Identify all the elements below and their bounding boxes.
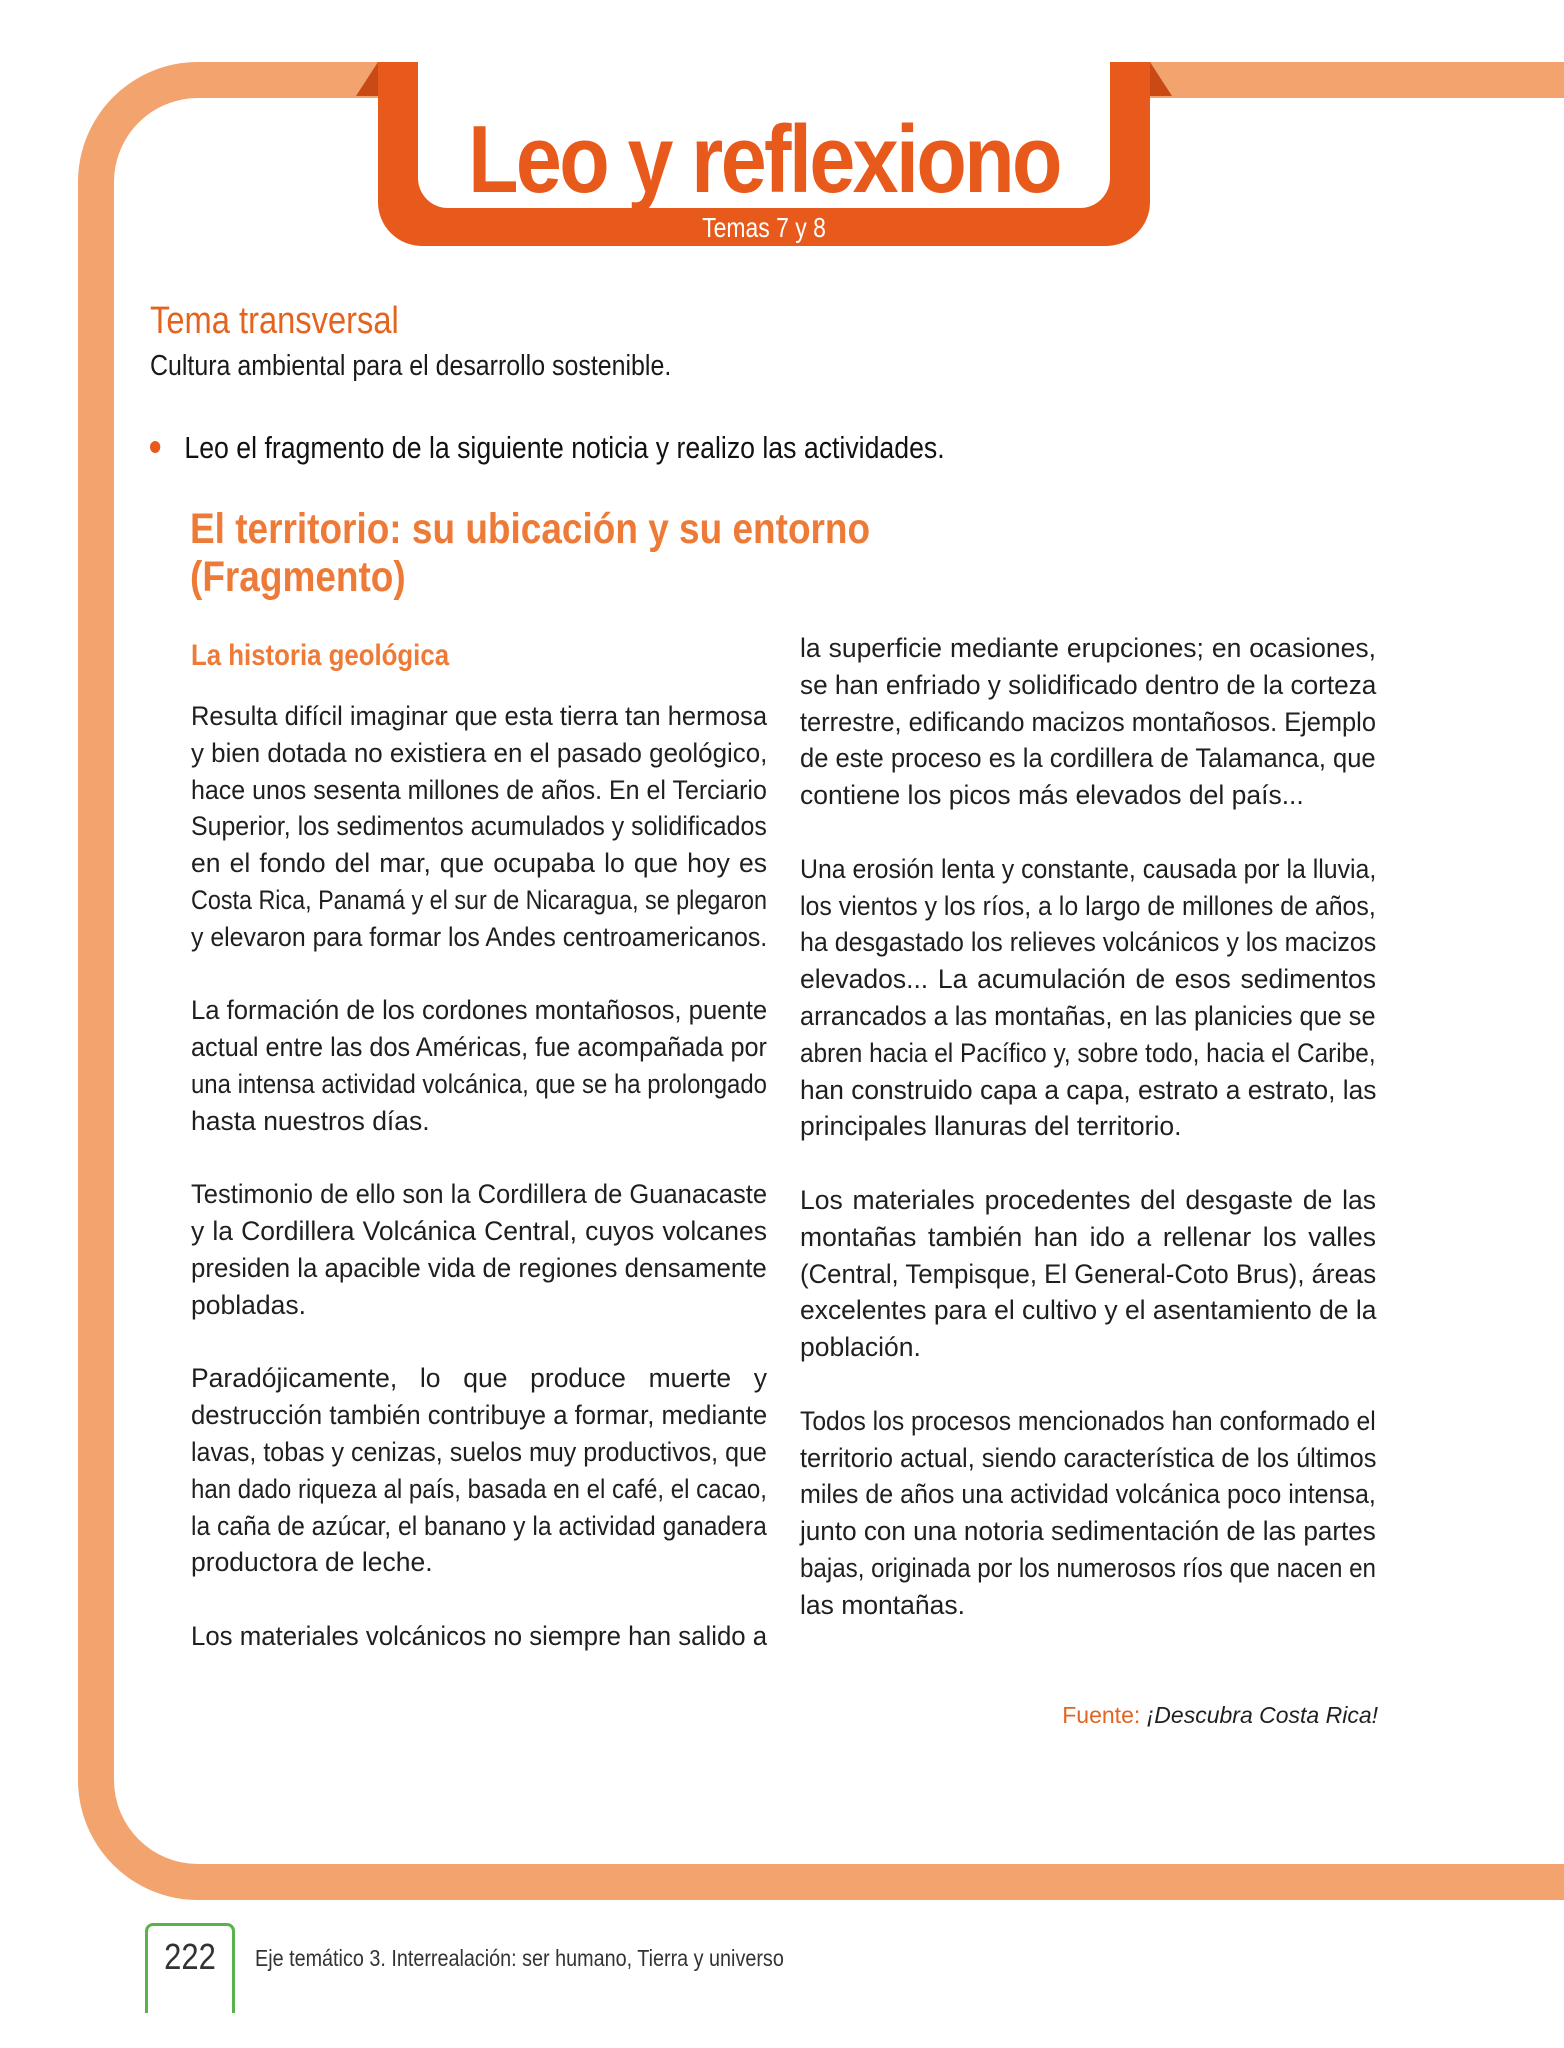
- title-tab: [378, 62, 1150, 246]
- instruction-text: Leo el fragmento de la siguiente noticia y realizo las actividades.: [184, 430, 945, 465]
- article-column-right: [800, 630, 1376, 1660]
- text-line: la superficie mediante erupciones; en ocasiones,: [800, 633, 1376, 663]
- text-line: arrancados a las montañas, en las planicies que se: [800, 1000, 1376, 1031]
- page-number-box: [145, 1923, 235, 2013]
- text-line: Todos los procesos mencionados han conformado el: [800, 1405, 1376, 1436]
- text-line: hasta nuestros días.: [191, 1105, 430, 1136]
- text-line: y bien dotada no existiera en el pasado geológico,: [191, 737, 768, 768]
- text-line: hace unos sesenta millones de años. En el Terciario: [191, 774, 767, 805]
- paragraph: [191, 698, 767, 956]
- text-line: los vientos y los ríos, a lo largo de millones de años,: [800, 890, 1376, 921]
- text-line: Una erosión lenta y constante, causada por la lluvia,: [800, 853, 1377, 884]
- paragraph: [191, 992, 767, 1139]
- text-line: Resulta difícil imaginar que esta tierra tan hermosa: [191, 701, 768, 731]
- text-line: han dado riqueza al país, basada en el café, el cacao,: [191, 1473, 767, 1504]
- source-citation: [1062, 1702, 1378, 1729]
- text-line: ha desgastado los relieves volcánicos y los macizos: [800, 927, 1377, 958]
- text-line: se han enfriado y solidificado dentro de la corteza: [800, 669, 1377, 700]
- paragraph: [800, 1182, 1376, 1366]
- text-line: lavas, tobas y cenizas, suelos muy productivos, que: [191, 1436, 767, 1467]
- text-line: Los materiales procedentes del desgaste de las: [800, 1184, 1376, 1215]
- text-line: productora de leche.: [191, 1547, 433, 1578]
- article-title-line-1: El territorio: su ubicación y su entorno: [190, 505, 871, 553]
- text-line: en el fondo del mar, que ocupaba lo que hoy es: [191, 848, 767, 879]
- section-heading: La historia geológica: [191, 639, 450, 672]
- paragraph: [191, 1176, 767, 1323]
- instruction: [150, 430, 945, 466]
- text-line: población.: [800, 1332, 921, 1363]
- text-line: Los materiales volcánicos no siempre han salido a: [191, 1620, 768, 1651]
- text-line: principales llanuras del territorio.: [800, 1111, 1182, 1142]
- text-line: miles de años una actividad volcánica poco intensa,: [800, 1479, 1376, 1510]
- text-line: terrestre, edificando macizos montañosos. Ejemplo: [800, 706, 1376, 737]
- text-line: pobladas.: [191, 1289, 306, 1320]
- source-label: Fuente:: [1062, 1702, 1141, 1728]
- text-line: Costa Rica, Panamá y el sur de Nicaragua, se plegaron: [191, 884, 768, 915]
- text-line: de este proceso es la cordillera de Talamanca, que: [800, 743, 1376, 774]
- text-line: destrucción también contribuye a formar, mediante: [191, 1400, 768, 1431]
- text-line: presiden la apacible vida de regiones densamente: [191, 1252, 767, 1283]
- text-line: bajas, originada por los numerosos ríos que nacen en: [800, 1552, 1376, 1583]
- text-line: territorio actual, siendo característica de los últimos: [800, 1442, 1377, 1473]
- text-line: Superior, los sedimentos acumulados y solidificados: [191, 811, 767, 842]
- article-title-line-2: (Fragmento): [190, 553, 406, 601]
- paragraph: [800, 851, 1376, 1145]
- page-title: Leo y reflexiono: [468, 106, 1060, 213]
- left-paragraphs: [191, 698, 767, 1655]
- text-line: las montañas.: [800, 1589, 965, 1620]
- text-line: montañas también han ido a rellenar los valles: [800, 1221, 1376, 1252]
- page-subtitle: Temas 7 y 8: [702, 212, 826, 243]
- paragraph: [191, 1618, 767, 1655]
- source-value: ¡Descubra Costa Rica!: [1146, 1702, 1378, 1728]
- text-line: y la Cordillera Volcánica Central, cuyos volcanes: [191, 1216, 767, 1247]
- right-paragraphs: [800, 630, 1376, 1624]
- paragraph: [800, 1403, 1376, 1624]
- article-title: [190, 505, 870, 601]
- text-line: Paradójicamente, lo que produce muerte y: [191, 1363, 767, 1394]
- bullet-icon: [150, 441, 160, 453]
- tema-transversal-label: Tema transversal: [150, 300, 399, 342]
- article-column-left: [191, 636, 767, 1692]
- text-line: (Central, Tempisque, El General-Coto Brus), áreas: [800, 1258, 1377, 1289]
- text-line: abren hacia el Pacífico y, sobre todo, hacia el Caribe,: [800, 1037, 1376, 1068]
- text-line: contiene los picos más elevados del país...: [800, 780, 1304, 811]
- text-line: La formación de los cordones montañosos, puente: [191, 995, 768, 1026]
- text-line: y elevaron para formar los Andes centroamericanos.: [191, 921, 768, 952]
- paragraph: [191, 1360, 767, 1581]
- footer-text: Eje temático 3. Interrealación: ser humano, Tierra y universo: [255, 1945, 784, 1971]
- text-line: una intensa actividad volcánica, que se ha prolongado: [191, 1068, 767, 1099]
- paragraph: [800, 630, 1376, 814]
- text-line: elevados... La acumulación de esos sedimentos: [800, 964, 1376, 995]
- text-line: excelentes para el cultivo y el asentamiento de la: [800, 1295, 1377, 1326]
- text-line: actual entre las dos Américas, fue acompañada por: [191, 1032, 767, 1063]
- text-line: han construido capa a capa, estrato a estrato, las: [800, 1074, 1377, 1105]
- text-line: la caña de azúcar, el banano y la actividad ganadera: [191, 1510, 767, 1541]
- tema-transversal-description: Cultura ambiental para el desarrollo sostenible.: [150, 350, 672, 382]
- text-line: Testimonio de ello son la Cordillera de Guanacaste: [191, 1179, 768, 1210]
- text-line: junto con una notoria sedimentación de las partes: [800, 1516, 1376, 1547]
- page-number: 222: [164, 1936, 216, 1977]
- title-inner: [418, 62, 1110, 213]
